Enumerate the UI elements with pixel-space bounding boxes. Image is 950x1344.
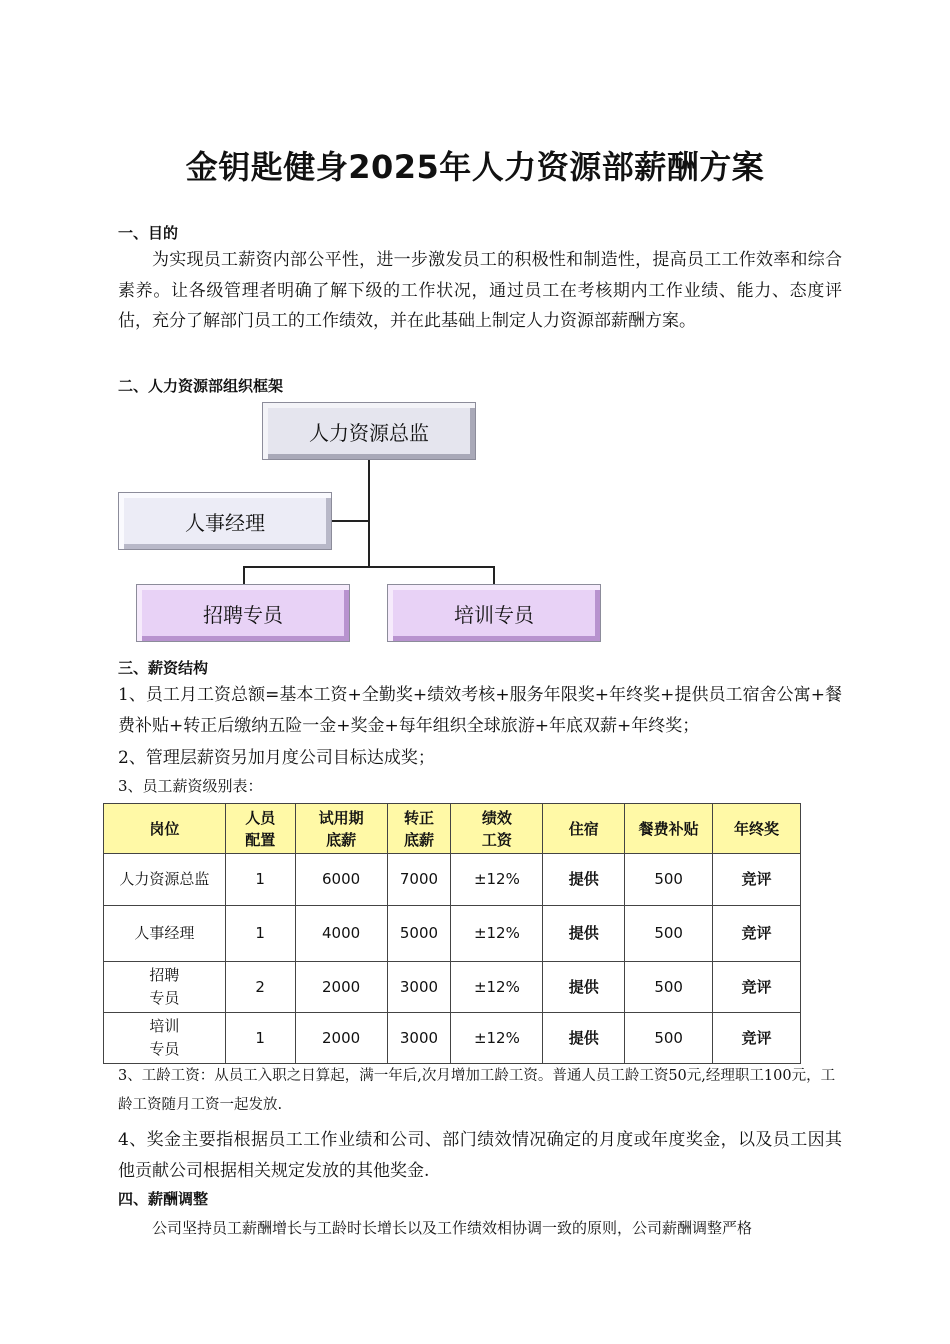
page-title: 金钥匙健身2025年人力资源部薪酬方案: [185, 148, 765, 186]
org-box-recruit: 招聘专员: [136, 584, 350, 642]
table-cell: 4000: [295, 906, 387, 962]
table-row: [104, 906, 801, 962]
table-cell: 500: [625, 1013, 713, 1064]
table-header-cell: 试用期 底薪: [295, 804, 387, 854]
table-cell: 提供: [543, 1013, 625, 1064]
table-header-cell: 转正 底薪: [387, 804, 451, 854]
table-cell: 3000: [387, 962, 451, 1013]
table-cell: ±12%: [451, 906, 543, 962]
section-heading-purpose: 一、目的: [118, 224, 179, 242]
table-cell: 1: [225, 854, 295, 906]
table-cell: 500: [625, 854, 713, 906]
org-connector-recruit: [243, 566, 245, 584]
adjustment-paragraph: 公司坚持员工薪酬增长与工龄时长增长以及工作绩效相协调一致的原则，公司薪酬调整严格: [152, 1219, 753, 1237]
org-connector-horizontal: [243, 566, 495, 568]
table-cell: 500: [625, 906, 713, 962]
table-cell: 竞评: [713, 854, 801, 906]
table-cell-position: 招聘 专员: [104, 962, 226, 1013]
section-heading-org: 二、人力资源部组织框架: [118, 377, 284, 395]
table-cell: 6000: [295, 854, 387, 906]
table-cell: 3000: [387, 1013, 451, 1064]
table-cell-position: 培训 专员: [104, 1013, 226, 1064]
table-cell: 2000: [295, 962, 387, 1013]
table-header-cell: 年终奖: [713, 804, 801, 854]
section-heading-adjustment: 四、薪酬调整: [118, 1190, 209, 1208]
table-row: [104, 962, 801, 1013]
table-header-cell: 岗位: [104, 804, 226, 854]
org-connector-manager: [332, 520, 369, 522]
table-cell: 竞评: [713, 962, 801, 1013]
table-cell: 500: [625, 962, 713, 1013]
seniority-pay-text: 3、工龄工资：从员工入职之日算起，满一年后,次月增加工龄工资。普通人员工龄工资50元,经理职工100元，工龄工资随月工资一起发放.: [118, 1068, 836, 1113]
salary-item-1: 1、员工月工资总额=基本工资+全勤奖+绩效考核+服务年限奖+年终奖+提供员工宿舍公寓+餐费补贴+转正后缴纳五险一金+奖金+每年组织全球旅游+年底双薪+年终奖；: [118, 685, 842, 736]
bonus-text: 4、奖金主要指根据员工工作业绩和公司、部门绩效情况确定的月度或年度奖金，以及员工因其他贡献公司根据相关规定发放的其他奖金.: [118, 1130, 842, 1181]
table-cell: 竞评: [713, 1013, 801, 1064]
org-box-director: 人力资源总监: [262, 402, 476, 460]
salary-item-3: 3、员工薪资级别表：: [118, 777, 263, 795]
table-cell: 1: [225, 906, 295, 962]
table-row: [104, 1013, 801, 1064]
table-cell-position: 人事经理: [104, 906, 226, 962]
purpose-paragraph: 为实现员工薪资内部公平性，进一步激发员工的积极性和制造性，提高员工工作效率和综合素养。让各级管理者明确了解下级的工作状况，通过员工在考核期内工作业绩、能力、态度评估，充分了解部门员工的工作绩效，并在此基础上制定人力资源部薪酬方案。: [118, 250, 842, 331]
table-cell: 5000: [387, 906, 451, 962]
section-heading-salary: 三、薪资结构: [118, 659, 209, 677]
table-cell: ±12%: [451, 1013, 543, 1064]
table-cell: ±12%: [451, 854, 543, 906]
org-connector-vertical: [368, 460, 370, 567]
table-header-cell: 绩效 工资: [451, 804, 543, 854]
org-box-manager: 人事经理: [118, 492, 332, 550]
table-cell: ±12%: [451, 962, 543, 1013]
table-cell: 2: [225, 962, 295, 1013]
table-header-cell: 餐费补贴: [625, 804, 713, 854]
table-cell: 提供: [543, 962, 625, 1013]
salary-item-2: 2、管理层薪资另加月度公司目标达成奖；: [118, 748, 435, 768]
org-connector-training: [493, 566, 495, 584]
org-box-training: 培训专员: [387, 584, 601, 642]
salary-level-table: [103, 803, 801, 1064]
table-cell-position: 人力资源总监: [104, 854, 226, 906]
table-cell: 提供: [543, 906, 625, 962]
table-header-cell: 住宿: [543, 804, 625, 854]
table-cell: 提供: [543, 854, 625, 906]
table-row: [104, 854, 801, 906]
table-header-row: [104, 804, 801, 854]
table-cell: 竞评: [713, 906, 801, 962]
table-cell: 7000: [387, 854, 451, 906]
table-cell: 1: [225, 1013, 295, 1064]
table-header-cell: 人员 配置: [225, 804, 295, 854]
table-cell: 2000: [295, 1013, 387, 1064]
